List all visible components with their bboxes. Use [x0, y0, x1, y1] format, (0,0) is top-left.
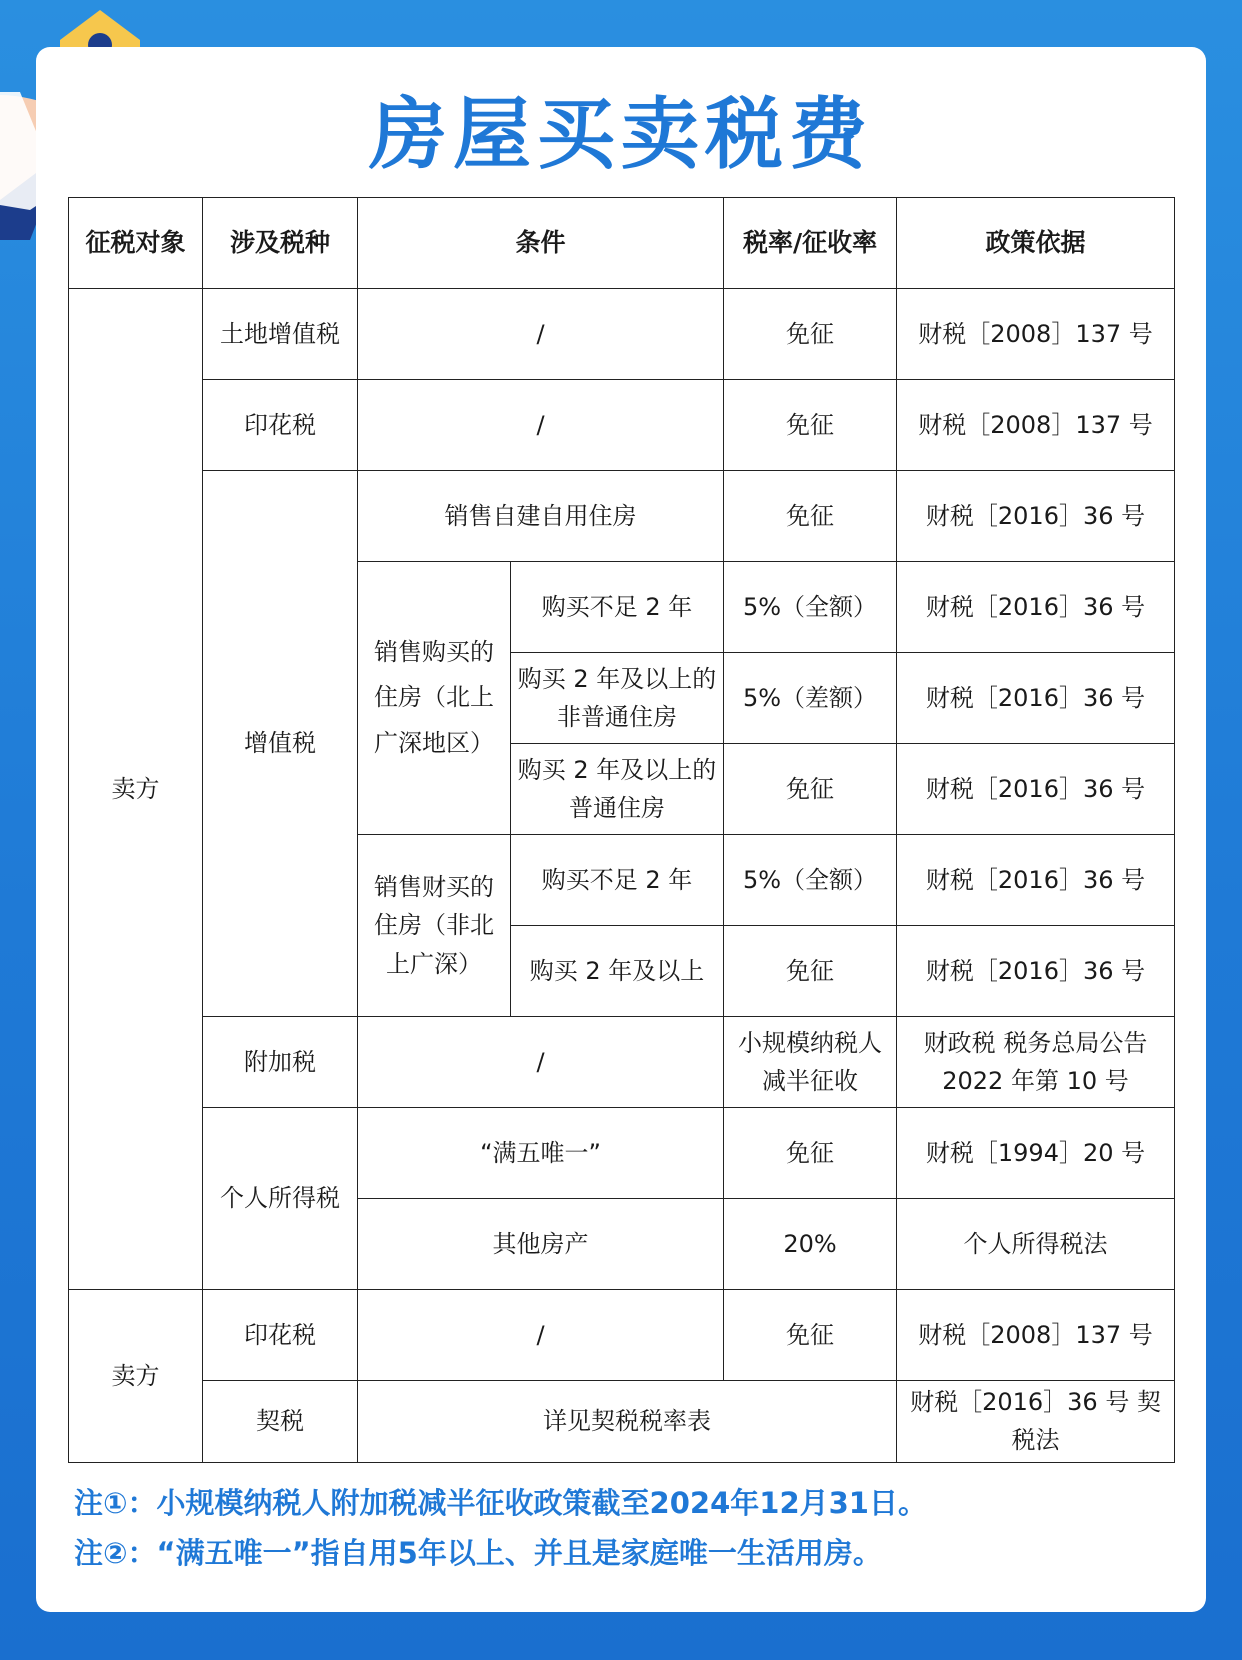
basis-cell: 财税［2016］36 号 — [897, 562, 1175, 653]
buyer-party-cell: 卖方 — [69, 1290, 203, 1463]
condition-cell: 购买不足 2 年 — [511, 835, 724, 926]
basis-cell: 财税［1994］20 号 — [897, 1108, 1175, 1199]
table-row — [69, 380, 1175, 471]
tier1-group-label: 销售购买的住房（北上广深地区） — [358, 562, 511, 835]
basis-cell: 财税［2008］137 号 — [897, 289, 1175, 380]
header-rate: 税率/征收率 — [724, 198, 897, 289]
tax-name: 个人所得税 — [203, 1108, 358, 1290]
table-row — [69, 289, 1175, 380]
footnote: 注②：“满五唯一”指自用5年以上、并且是家庭唯一生活用房。 — [74, 1536, 882, 1570]
tax-table — [68, 197, 1175, 1463]
condition-cell: / — [358, 380, 724, 471]
footnotes — [74, 1478, 927, 1578]
rate-cell: 免征 — [724, 1108, 897, 1199]
basis-cell: 个人所得税法 — [897, 1199, 1175, 1290]
condition-cell: 其他房产 — [358, 1199, 724, 1290]
basis-cell: 财税［2016］36 号 — [897, 926, 1175, 1017]
page-title: 房屋买卖税费 — [368, 89, 873, 180]
tax-name: 土地增值税 — [203, 289, 358, 380]
condition-cell: 购买不足 2 年 — [511, 562, 724, 653]
basis-cell: 财税［2016］36 号 — [897, 744, 1175, 835]
rate-cell: 5%（全额） — [724, 835, 897, 926]
non-tier1-group-label: 销售财买的住房（非北上广深） — [358, 835, 511, 1017]
rate-cell: 免征 — [724, 1290, 897, 1381]
condition-cell: 购买 2 年及以上的普通住房 — [511, 744, 724, 835]
condition-cell: 详见契税税率表 — [358, 1381, 897, 1463]
tax-name: 增值税 — [203, 471, 358, 1017]
rate-cell: 20% — [724, 1199, 897, 1290]
basis-cell: 财税［2016］36 号 — [897, 653, 1175, 744]
condition-cell: 购买 2 年及以上 — [511, 926, 724, 1017]
condition-cell: 销售自建自用住房 — [358, 471, 724, 562]
table-header-row — [69, 198, 1175, 289]
condition-cell: / — [358, 1017, 724, 1108]
tax-name: 印花税 — [203, 380, 358, 471]
header-tax-type: 涉及税种 — [203, 198, 358, 289]
rate-cell: 免征 — [724, 380, 897, 471]
table-row — [69, 1381, 1175, 1463]
rate-cell: 免征 — [724, 744, 897, 835]
footnote: 注①：小规模纳税人附加税减半征收政策截至2024年12月31日。 — [74, 1486, 927, 1520]
condition-cell: / — [358, 289, 724, 380]
condition-cell: / — [358, 1290, 724, 1381]
rate-cell: 免征 — [724, 471, 897, 562]
rate-cell: 免征 — [724, 926, 897, 1017]
table-row — [69, 1290, 1175, 1381]
rate-cell: 5%（差额） — [724, 653, 897, 744]
seller-party-cell: 卖方 — [69, 289, 203, 1290]
basis-cell: 财税［2016］36 号 — [897, 835, 1175, 926]
header-basis: 政策依据 — [897, 198, 1175, 289]
rate-cell: 5%（全额） — [724, 562, 897, 653]
tax-name: 契税 — [203, 1381, 358, 1463]
table-row — [69, 471, 1175, 562]
rate-cell: 小规模纳税人减半征收 — [724, 1017, 897, 1108]
basis-cell: 财税［2016］36 号 — [897, 471, 1175, 562]
condition-cell: “满五唯一” — [358, 1108, 724, 1199]
condition-cell: 购买 2 年及以上的非普通住房 — [511, 653, 724, 744]
basis-cell: 财税［2008］137 号 — [897, 380, 1175, 471]
table-row — [69, 1108, 1175, 1199]
table-row — [69, 1017, 1175, 1108]
header-party: 征税对象 — [69, 198, 203, 289]
basis-cell: 财税［2008］137 号 — [897, 1290, 1175, 1381]
rate-cell: 免征 — [724, 289, 897, 380]
header-condition: 条件 — [358, 198, 724, 289]
tax-name: 印花税 — [203, 1290, 358, 1381]
tax-name: 附加税 — [203, 1017, 358, 1108]
basis-cell: 财税［2016］36 号 契税法 — [897, 1381, 1175, 1463]
basis-cell: 财政税 税务总局公告 2022 年第 10 号 — [897, 1017, 1175, 1108]
